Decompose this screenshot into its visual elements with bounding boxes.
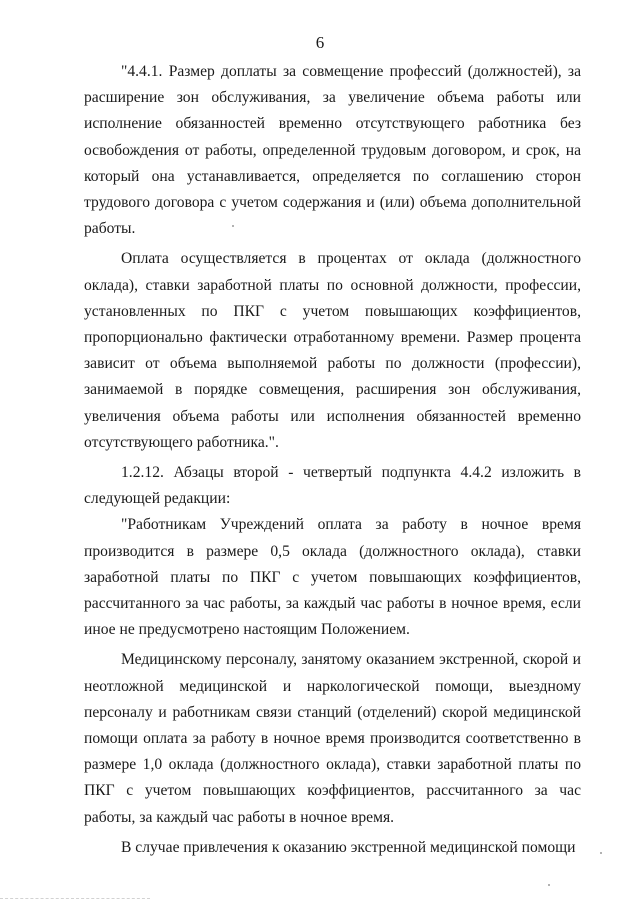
paragraph-emergency-care: В случае привлечения к оказанию экстренной медицинской помощи <box>121 838 576 856</box>
scan-speck <box>600 852 602 854</box>
document-body <box>84 59 581 861</box>
paragraph-night-work: "Работникам Учреждений оплата за работу в ночное время производится в размере 0,5 оклада (должностного оклада), ставки заработной платы по ПКГ с учетом повышающих коэффициентов, рассчитанного за час работы, за каждый час работы в ночное время, если иное не предусмотрено настоящим Положением. <box>84 516 581 639</box>
paragraph-1-2-12: 1.2.12. Абзацы второй - четвертый подпункта 4.4.2 изложить в следующей редакции: <box>84 464 581 508</box>
scan-edge-noise <box>0 898 150 901</box>
scan-speck <box>232 225 234 227</box>
page-number: 6 <box>315 33 325 52</box>
paragraph-payment-percent: Оплата осуществляется в процентах от оклада (должностного оклада), ставки заработной платы по основной должности, профессии, установленных по ПКГ с учетом повышающих коэффициентов, пропорционально фактически отработанному времени. Размер процента зависит от объема выполняемой работы по должности (профессии), занимаемой в порядке совмещения, расширения зон обслуживания, увеличения объема работы или исполнения обязанностей временно отсутствующего работника.". <box>84 250 581 451</box>
paragraph-4-4-1: "4.4.1. Размер доплаты за совмещение профессий (должностей), за расширение зон обслуживания, за увеличение объема работы или исполнение обязанностей временно отсутствующего работника без освобождения от работы, определенной трудовым договором, и срок, на который она устанавливается, определяется по соглашению сторон трудового договора с учетом содержания и (или) объема дополнительной работы. <box>84 63 581 238</box>
paragraph-medical-staff: Медицинскому персоналу, занятому оказанием экстренной, скорой и неотложной медицинской и наркологической помощи, выездному персоналу и работникам связи станций (отделений) скорой медицинской помощи оплата за работу в ночное время производится соответственно в размере 1,0 оклада (должностного оклада), ставки заработной платы по ПКГ с учетом повышающих коэффициентов, рассчитанного за час работы, за каждый час работы в ночное время. <box>84 651 581 826</box>
scan-speck <box>548 884 550 886</box>
